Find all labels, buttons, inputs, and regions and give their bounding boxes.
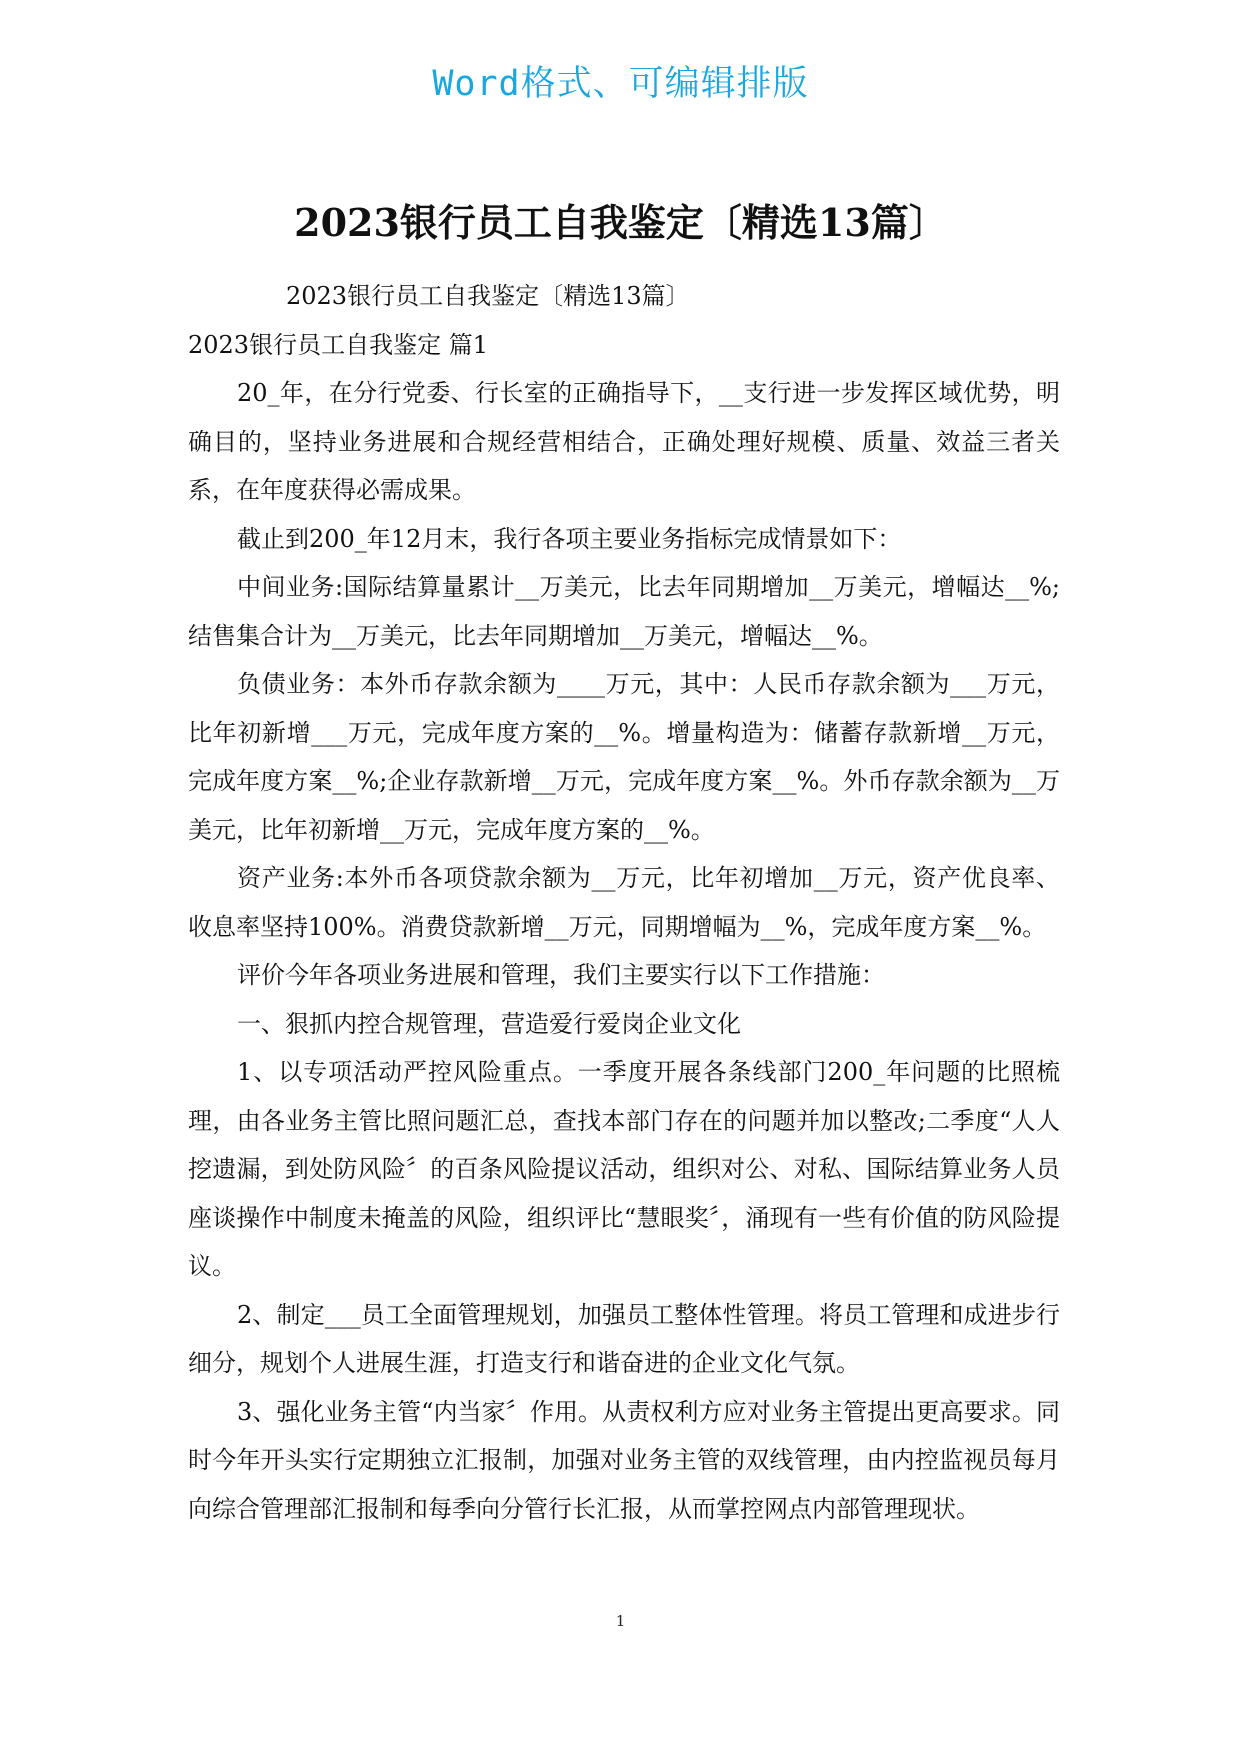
paragraph: 1、以专项活动严控风险重点。一季度开展各条线部门200_年问题的比照梳理，由各业务主管比照问题汇总，查找本部门存在的问题并加以整改;二季度“人人挖遗漏，到处防风险〞的百条风险提议活动，组织对公、对私、国际结算业务人员座谈操作中制度未掩盖的风险，组织评比“慧眼奖〞，涌现有一些有价值的防风险提议。 <box>188 1058 1060 1280</box>
paragraph: 3、强化业务主管“内当家〞作用。从责权利方应对业务主管提出更高要求。同时今年开头实行定期独立汇报制，加强对业务主管的双线管理，由内控监视员每月向综合管理部汇报制和每季向分管行长汇报，从而掌控网点内部管理现状。 <box>188 1397 1060 1523</box>
paragraph: 负债业务：本外币存款余额为____万元，其中：人民币存款余额为___万元，比年初新增___万元，完成年度方案的__%。增量构造为：储蓄存款新增__万元，完成年度方案__%;企业存款新增__万元，完成年度方案__%。外币存款余额为__万美元，比年初新增__万元，完成年度方案的__%。 <box>188 670 1060 844</box>
document-subtitle: 2023银行员工自我鉴定〔精选13篇〕 <box>286 282 690 310</box>
paragraph: 20_年，在分行党委、行长室的正确指导下，__支行进一步发挥区域优势，明确目的，坚持业务进展和合规经营相结合，正确处理好规模、质量、效益三者关系，在年度获得必需成果。 <box>188 379 1060 504</box>
paragraph: 中间业务:国际结算量累计__万美元，比去年同期增加__万美元，增幅达__%;结售集合计为__万美元，比去年同期增加__万美元，增幅达__%。 <box>188 573 1060 650</box>
paragraph: 一、狠抓内控合规管理，营造爱行爱岗企业文化 <box>237 1009 741 1038</box>
section-heading: 2023银行员工自我鉴定 篇1 <box>188 330 488 359</box>
paragraph: 评价今年各项业务进展和管理，我们主要实行以下工作措施： <box>237 961 885 989</box>
paragraph: 截止到200_年12月末，我行各项主要业务指标完成情景如下： <box>237 524 902 553</box>
paragraph: 资产业务:本外币各项贷款余额为__万元，比年初增加__万元，资产优良率、收息率坚持100%。消费贷款新增__万元，同期增幅为__%，完成年度方案__%。 <box>188 864 1060 941</box>
page-number: 1 <box>615 1612 626 1630</box>
document-body <box>188 272 1060 1533</box>
document-title: 2023银行员工自我鉴定〔精选13篇〕 <box>294 200 947 245</box>
paragraph: 2、制定___员工全面管理规划，加强员工整体性管理。将员工管理和成进步行细分，规划个人进展生涯，打造支行和谐奋进的企业文化气氛。 <box>188 1300 1060 1377</box>
header-banner: Word格式、可编辑排版 <box>432 64 809 104</box>
